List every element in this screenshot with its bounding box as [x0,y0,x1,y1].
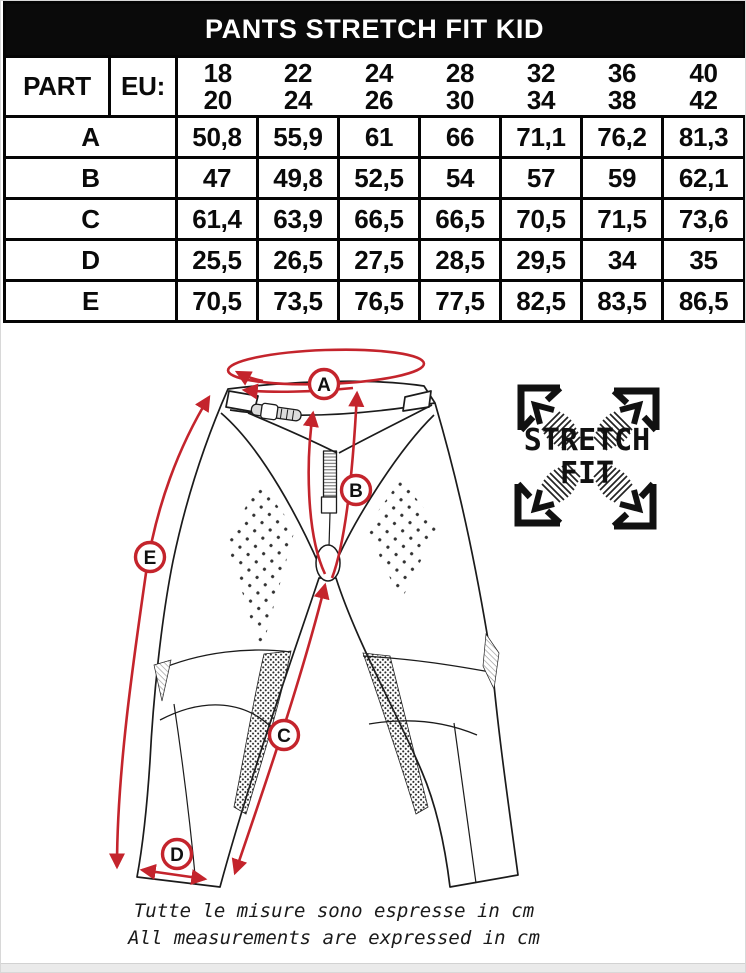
svg-text:C: C [277,726,291,747]
value-cell: 47 [177,158,258,199]
stretch-fit-logo [518,388,656,526]
table-row-c [5,199,745,240]
value-cell: 70,5 [177,281,258,322]
marker-b [342,476,371,505]
value-cell: 28,5 [420,240,501,281]
value-cell: 86,5 [663,281,745,322]
value-cell: 49,8 [258,158,339,199]
marker-e [136,543,165,572]
svg-text:B: B [349,481,363,502]
pants-outline-drawing [137,381,518,887]
value-cell: 73,6 [663,199,745,240]
size-col-header: 28 30 [420,57,501,117]
value-cell: 71,5 [582,199,663,240]
logo-text-line2: FIT [559,456,615,491]
table-row-a [5,117,745,158]
svg-text:E: E [143,548,157,569]
value-cell: 50,8 [177,117,258,158]
part-row-label: A [5,117,177,158]
table-row-d [5,240,745,281]
size-col-header: 22 24 [258,57,339,117]
measurement-note [1,898,667,952]
value-cell: 71,1 [501,117,582,158]
size-col-header: 24 26 [339,57,420,117]
value-cell: 52,5 [339,158,420,199]
marker-a [310,370,339,399]
value-cell: 34 [582,240,663,281]
value-cell: 61,4 [177,199,258,240]
value-cell: 63,9 [258,199,339,240]
part-row-label: B [5,158,177,199]
size-col-header: 32 34 [501,57,582,117]
value-cell: 66,5 [339,199,420,240]
value-cell: 26,5 [258,240,339,281]
size-col-header: 36 38 [582,57,663,117]
value-cell: 76,2 [582,117,663,158]
size-col-header: 40 42 [663,57,745,117]
value-cell: 73,5 [258,281,339,322]
value-cell: 76,5 [339,281,420,322]
table-title-row [5,3,745,57]
value-cell: 62,1 [663,158,745,199]
value-cell: 70,5 [501,199,582,240]
table-header-row [5,57,745,117]
svg-text:A: A [317,375,331,396]
value-cell: 66,5 [420,199,501,240]
table-title: PANTS STRETCH FIT KID [5,3,745,57]
logo-text-line1: STRETCH [523,423,651,458]
value-cell: 29,5 [501,240,582,281]
size-col-header: 18 20 [177,57,258,117]
value-cell: 57 [501,158,582,199]
table-row-b [5,158,745,199]
table-row-e [5,281,745,322]
value-cell: 82,5 [501,281,582,322]
value-cell: 61 [339,117,420,158]
bottom-divider-strip [1,963,746,973]
value-cell: 35 [663,240,745,281]
value-cell: 66 [420,117,501,158]
pants-measurement-diagram [1,339,746,901]
eu-header-cell: EU: [110,57,177,117]
value-cell: 59 [582,158,663,199]
size-table [3,1,745,323]
marker-c [270,721,299,750]
value-cell: 77,5 [420,281,501,322]
value-cell: 55,9 [258,117,339,158]
part-row-label: C [5,199,177,240]
marker-d [163,840,192,869]
part-row-label: D [5,240,177,281]
part-header-cell: PART [5,57,110,117]
value-cell: 54 [420,158,501,199]
measurement-note-english: All measurements are expressed in cm [128,927,540,949]
value-cell: 81,3 [663,117,745,158]
measurement-note-italian: Tutte le misure sono espresse in cm [133,900,535,922]
value-cell: 25,5 [177,240,258,281]
value-cell: 27,5 [339,240,420,281]
svg-text:D: D [170,845,184,866]
value-cell: 83,5 [582,281,663,322]
part-row-label: E [5,281,177,322]
